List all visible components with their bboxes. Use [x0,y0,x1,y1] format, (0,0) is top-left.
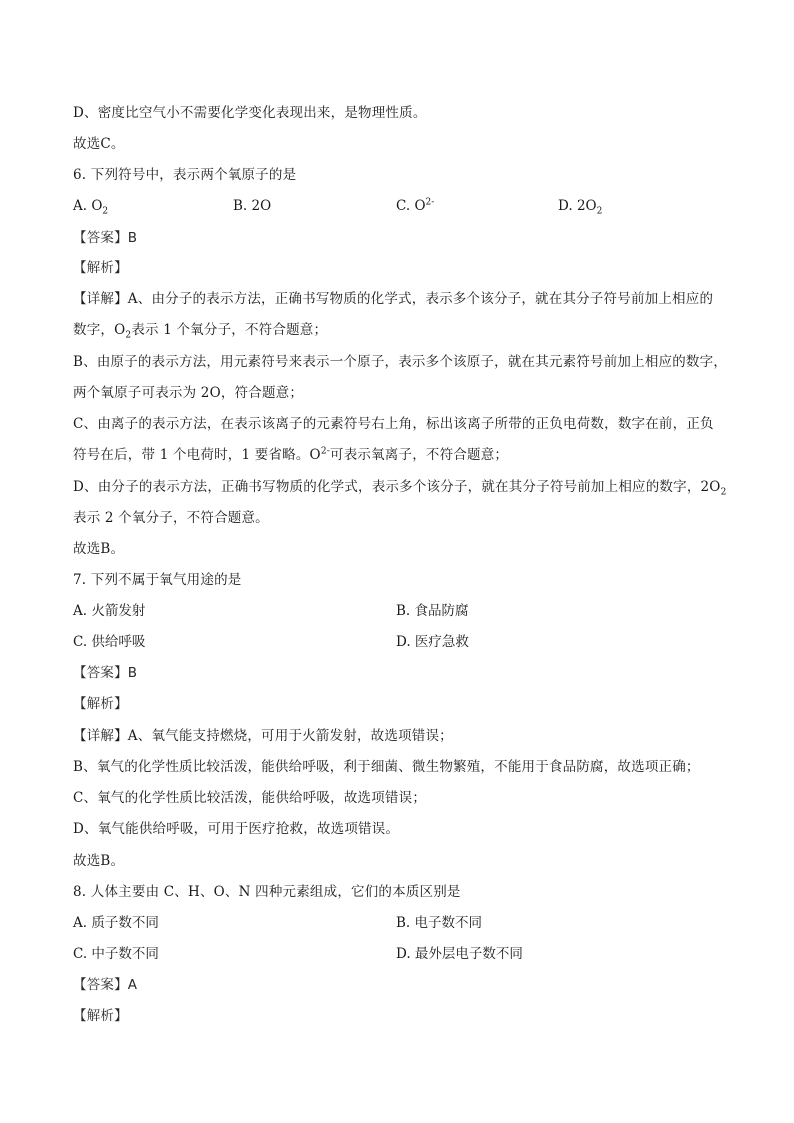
q8-stem: 8. 人体主要由 C、H、O、N 四种元素组成，它们的本质区别是 [73,884,461,900]
q6-option-c: C. $O^{2-}$ [396,197,435,214]
q8-analysis-label: 【解析】 [73,1008,128,1024]
q6-analysis-label: 【解析】 [73,260,128,276]
q8-answer: 【答案】A [73,977,138,993]
q8-option-b: B. 电子数不同 [396,915,483,931]
q5-analysis-d: D、密度比空气小不需要化学变化表现出来，是物理性质。 [73,105,427,121]
q8-option-d: D. 最外层电子数不同 [396,946,523,962]
q7-option-a: A. 火箭发射 [73,603,146,619]
q6-detail-a-line1: 【详解】A、由分子的表示方法，正确书写物质的化学式，表示多个该分子，就在其分子符号前加上相应的 [73,291,714,307]
q7-detail-d: D、氧气能供给呼吸，可用于医疗抢救，故选项错误。 [73,821,400,837]
q6-stem: 6. 下列符号中，表示两个氧原子的是 [73,167,297,183]
q6-detail-b-line1: B、由原子的表示方法，用元素符号来表示一个原子，表示多个该原子，就在其元素符号前加上相应的数字， [73,354,728,370]
q6-option-b: B. 2O [233,198,272,214]
q6-detail-c-line1: C、由离子的表示方法，在表示该离子的元素符号右上角，标出该离子所带的正负电荷数，数字在前，正负 [73,416,714,432]
q6-detail-a-line2: 数字，$O_2$表示 1 个氧分子，不符合题意； [73,322,328,341]
q7-option-c: C. 供给呼吸 [73,634,146,650]
q8-option-c: C. 中子数不同 [73,946,159,962]
q7-detail-a: 【详解】A、氧气能支持燃烧，可用于火箭发射，故选项错误； [73,728,453,744]
q7-option-d: D. 医疗急救 [396,634,469,650]
q7-option-b: B. 食品防腐 [396,603,469,619]
q7-stem: 7. 下列不属于氧气用途的是 [73,572,242,588]
q6-conclusion: 故选B。 [73,541,125,557]
q8-option-a: A. 质子数不同 [73,915,159,931]
q5-conclusion: 故选C。 [73,136,125,152]
q6-option-a: A. $O_2$ [73,198,109,217]
q7-analysis-label: 【解析】 [73,696,128,712]
q7-conclusion: 故选B。 [73,853,125,869]
q6-answer: 【答案】B [73,230,138,246]
q7-detail-b: B、氧气的化学性质比较活泼，能供给呼吸，利于细菌、微生物繁殖，不能用于食品防腐，故选项正确； [73,759,700,775]
q6-detail-c-line2: 符号在后，带 1 个电荷时，1 要省略。$O^{2-}$可表示氧离子，不符合题意； [73,446,509,463]
q6-detail-b-line2: 两个氧原子可表示为 2O，符合题意； [73,385,304,401]
q7-answer: 【答案】B [73,665,138,681]
q6-detail-d-line2: 表示 2 个氧分子，不符合题意。 [73,510,269,526]
q6-detail-d-line1: D、由分子的表示方法，正确书写物质的化学式，表示多个该分子，就在其分子符号前加上相应的数字，$2O_2$ [73,479,727,498]
q6-option-d: D. $2O_2$ [558,198,603,217]
q7-detail-c: C、氧气的化学性质比较活泼，能供给呼吸，故选项错误； [73,790,427,806]
